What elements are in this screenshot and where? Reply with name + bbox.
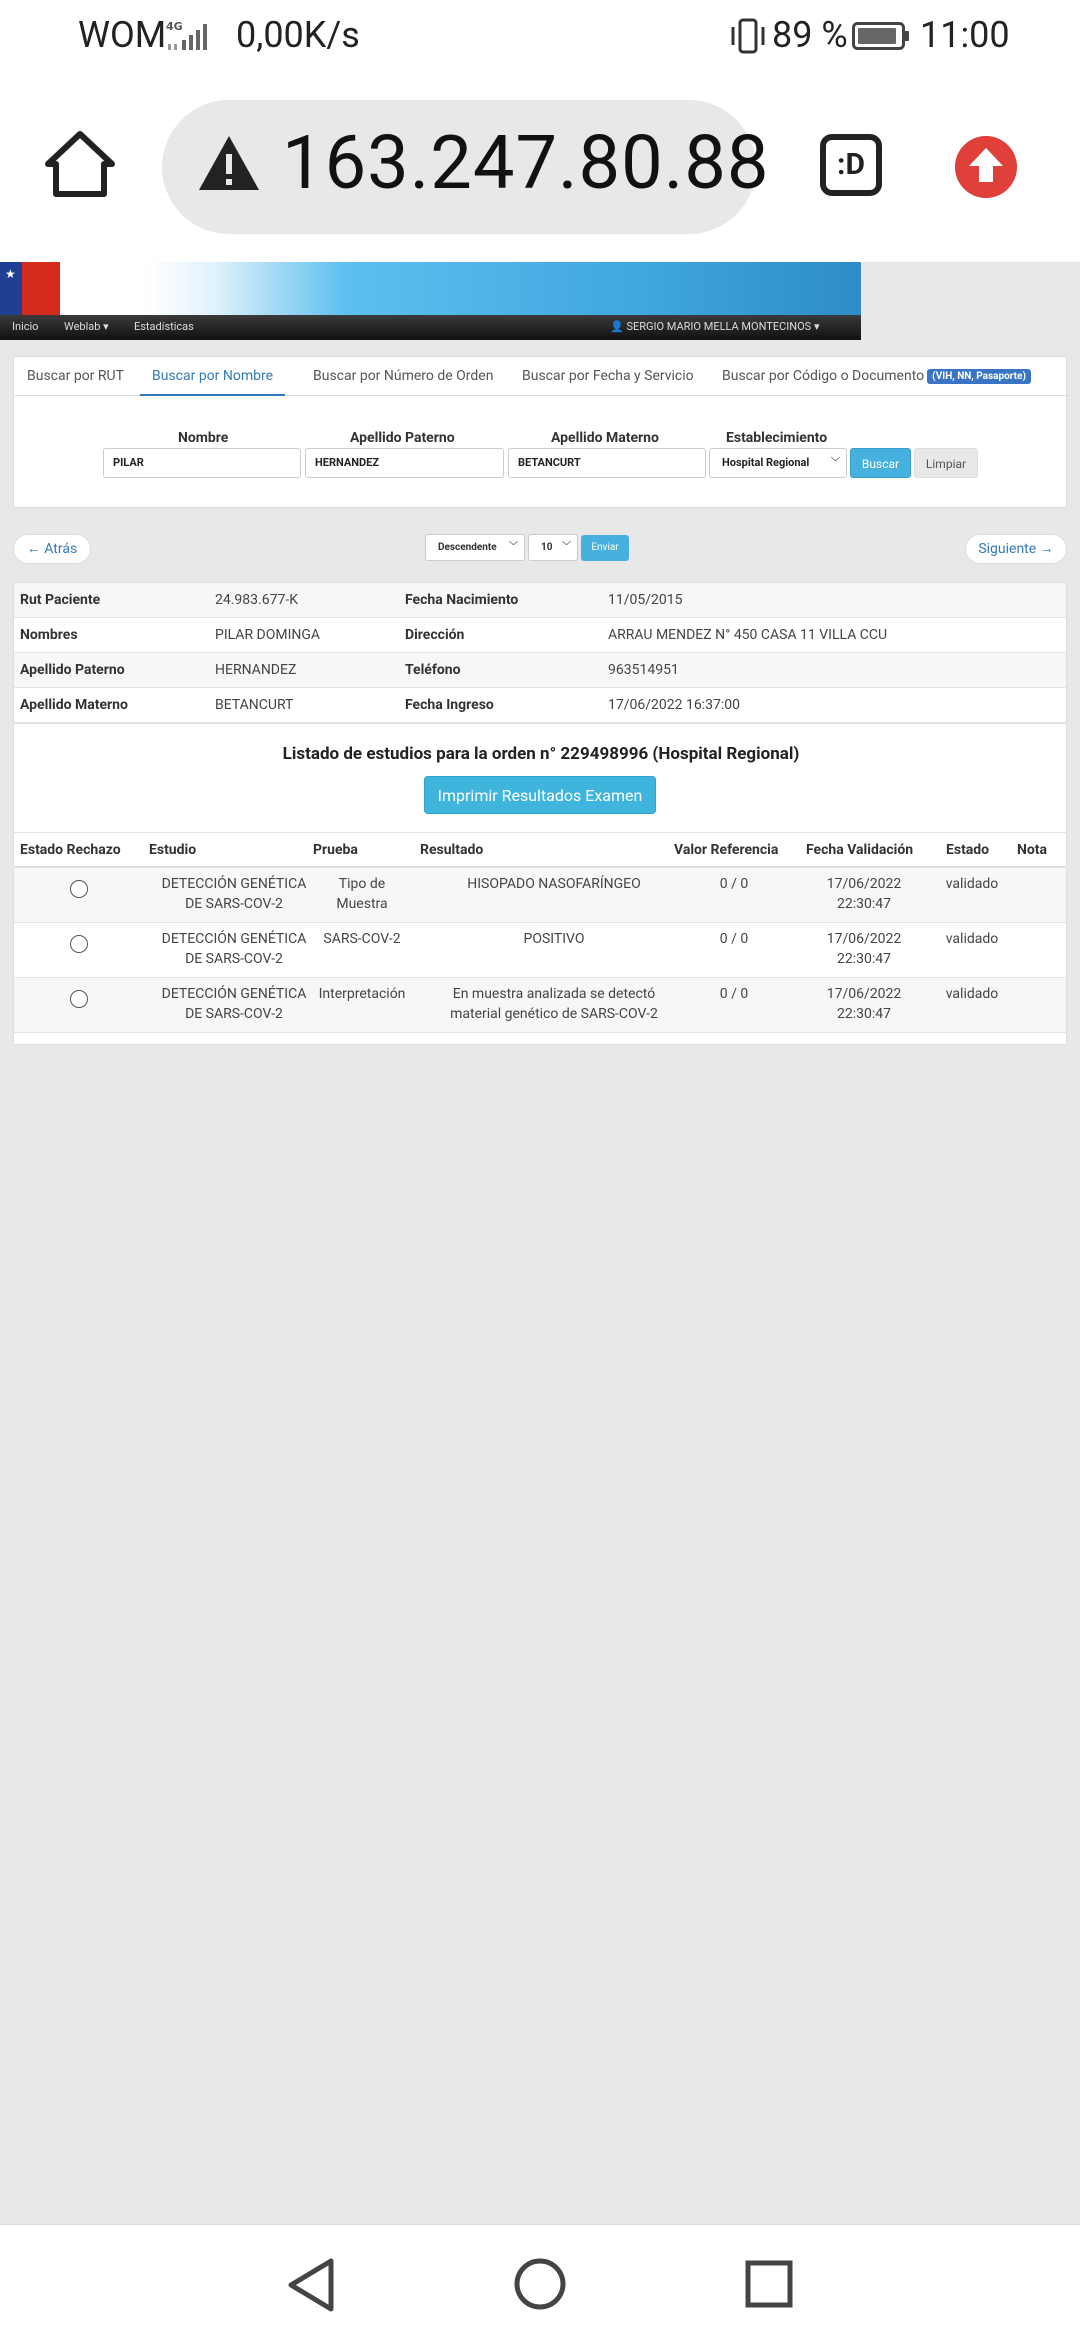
chevron-down-icon: ﹀ [830,458,840,468]
top-navbar [0,315,861,340]
patient-row [14,653,1066,688]
estudio-line: DE SARS-COV-2 [185,1006,283,1022]
extension-icon[interactable]: :D [820,134,882,196]
estudio-line: DETECCIÓN GENÉTICA [161,986,307,1002]
apellido-materno-label: Apellido Materno [20,697,128,713]
patient-row [14,688,1066,723]
nombres-value: PILAR DOMINGA [215,627,321,643]
estado-rechazo-radio[interactable] [70,935,88,953]
upload-icon[interactable] [955,136,1017,198]
direccion-label: Dirección [405,627,465,643]
fecha-line: 17/06/2022 [826,876,902,892]
atras-button[interactable]: ← Atrás [13,534,91,564]
home-icon[interactable] [44,128,116,200]
warning-icon[interactable] [197,134,261,192]
apellido-paterno-label: Apellido Paterno [350,430,455,446]
resultado-cell: HISOPADO NASOFARÍNGEO [467,876,641,892]
tab-buscar-orden[interactable]: Buscar por Número de Orden [313,368,494,384]
resultado-cell: POSITIVO [523,931,585,947]
home-circle-icon[interactable] [513,2257,567,2311]
estado-rechazo-radio[interactable] [70,880,88,898]
page-size-value: 10 [541,542,553,553]
patient-info-table [13,582,1067,724]
chevron-down-icon: ﹀ [508,542,518,552]
buscar-button[interactable]: Buscar [850,448,911,478]
nombre-input[interactable]: PILAR [103,448,301,478]
siguiente-button[interactable]: Siguiente → [965,534,1067,564]
apellido-materno-value: BETANCURT [215,697,294,713]
prueba-line: Tipo de [338,876,386,892]
resultado-line: material genético de SARS-COV-2 [450,1006,658,1022]
estado-cell: validado [945,876,999,892]
fecha-validacion-cell [804,929,924,969]
chevron-down-icon: ﹀ [561,542,571,552]
results-table-header [14,832,1066,868]
establecimiento-label: Establecimiento [726,430,828,446]
page-size-select[interactable] [528,534,578,561]
search-panel [13,356,1067,508]
enviar-button[interactable]: Enviar [581,535,629,561]
browser-chrome [0,0,1080,262]
order-value: Descendente [438,542,497,553]
patient-row [14,618,1066,653]
gov-logo: ★ [0,262,60,315]
nombre-label: Nombre [178,430,229,446]
resultado-cell [416,984,692,1024]
tab-buscar-fecha[interactable]: Buscar por Fecha y Servicio [522,368,694,384]
clock: 11:00 [920,14,1010,56]
apellido-paterno-value: HERNANDEZ [215,662,297,678]
fecha-line: 17/06/2022 [826,931,902,947]
carrier-name: WOM [78,14,167,56]
col-estado: Estado [946,842,990,858]
signal-icon [166,20,218,52]
valor-referencia-cell: 0 / 0 [719,876,749,892]
telefono-value: 963514951 [608,662,679,678]
nav-weblab[interactable] [64,320,109,333]
fecha-ingreso-label: Fecha Ingreso [405,697,494,713]
prueba-cell: SARS-COV-2 [323,931,401,947]
limpiar-button[interactable]: Limpiar [914,448,978,478]
fecha-nacimiento-value: 11/05/2015 [608,592,683,608]
col-valor-referencia: Valor Referencia [674,842,779,858]
results-panel [13,724,1067,1045]
nav-user-menu[interactable] [610,320,819,333]
table-row [14,978,1066,1033]
fecha-line: 22:30:47 [837,951,891,967]
tab-buscar-rut[interactable]: Buscar por RUT [27,368,124,384]
direccion-value: ARRAU MENDEZ N° 450 CASA 11 VILLA CCU [608,627,888,643]
col-nota: Nota [1017,842,1048,858]
results-title: Listado de estudios para la orden n° 229498996 (Hospital Regional) [282,744,800,764]
fecha-nacimiento-label: Fecha Nacimiento [405,592,519,608]
fecha-validacion-cell [804,984,924,1024]
prueba-line: Muestra [336,896,388,912]
table-row [14,923,1066,978]
order-select[interactable] [425,534,525,561]
tab-buscar-codigo-label: Buscar por Código o Documento [722,368,925,384]
estudio-line: DETECCIÓN GENÉTICA [161,931,307,947]
telefono-label: Teléfono [405,662,461,678]
estudio-cell [144,929,324,969]
estudio-line: DE SARS-COV-2 [185,896,283,912]
estado-rechazo-radio[interactable] [70,990,88,1008]
battery-percent: 89 % [772,14,848,56]
estudio-cell [144,984,324,1024]
nav-inicio[interactable]: Inicio [12,320,39,333]
prueba-cell [307,874,417,914]
url-text[interactable]: 163.247.80.88 [282,120,770,207]
apellido-paterno-input[interactable]: HERNANDEZ [305,448,504,478]
tab-buscar-codigo[interactable] [710,357,1043,396]
svg-text:4G: 4G [166,20,183,33]
nav-weblab-label: Weblab [64,320,101,333]
recents-icon[interactable] [745,2260,793,2308]
vibrate-icon [728,18,768,54]
doc-type-badge: (VIH, NN, Pasaporte) [927,369,1031,384]
apellido-materno-label: Apellido Materno [551,430,659,446]
table-row [14,868,1066,923]
imprimir-resultados-button[interactable]: Imprimir Resultados Examen [424,776,656,814]
col-estudio: Estudio [149,842,197,858]
apellido-paterno-label: Apellido Paterno [20,662,125,678]
rut-label: Rut Paciente [20,592,101,608]
caret-down-icon: ▾ [103,320,109,333]
nav-user-name: SERGIO MARIO MELLA MONTECINOS [626,320,812,333]
user-icon: 👤 [610,320,624,333]
search-tabs [14,357,1068,396]
col-estado-rechazo: Estado Rechazo [20,842,121,858]
estudio-cell [144,874,324,914]
prueba-cell: Interpretación [318,986,406,1002]
back-icon[interactable] [285,2257,337,2313]
system-nav-bar [0,2224,1080,2340]
nombres-label: Nombres [20,627,78,643]
estado-cell: validado [945,931,999,947]
battery-icon [852,22,910,50]
col-prueba: Prueba [313,842,358,858]
establecimiento-value: Hospital Regional [722,456,810,469]
estudio-line: DE SARS-COV-2 [185,951,283,967]
tab-buscar-nombre[interactable]: Buscar por Nombre [140,357,285,396]
estado-cell: validado [945,986,999,1002]
address-bar[interactable] [162,100,770,234]
establecimiento-select[interactable] [709,448,847,478]
nav-estadisticas[interactable]: Estadísticas [134,320,194,333]
fecha-validacion-cell [804,874,924,914]
rut-value: 24.983.677-K [215,592,298,608]
estudio-line: DETECCIÓN GENÉTICA [161,876,307,892]
col-fecha-validacion: Fecha Validación [806,842,914,858]
col-resultado: Resultado [420,842,484,858]
caret-down-icon: ▾ [813,320,820,333]
valor-referencia-cell: 0 / 0 [719,931,749,947]
fecha-ingreso-value: 17/06/2022 16:37:00 [608,697,740,713]
fecha-line: 22:30:47 [837,1006,891,1022]
fecha-line: 17/06/2022 [826,986,902,1002]
patient-row [14,583,1066,618]
valor-referencia-cell: 0 / 0 [719,986,749,1002]
gov-banner [0,262,861,315]
fecha-line: 22:30:47 [837,896,891,912]
resultado-line: En muestra analizada se detectó [452,986,656,1002]
apellido-materno-input[interactable]: BETANCURT [508,448,706,478]
network-speed: 0,00K/s [236,14,360,56]
